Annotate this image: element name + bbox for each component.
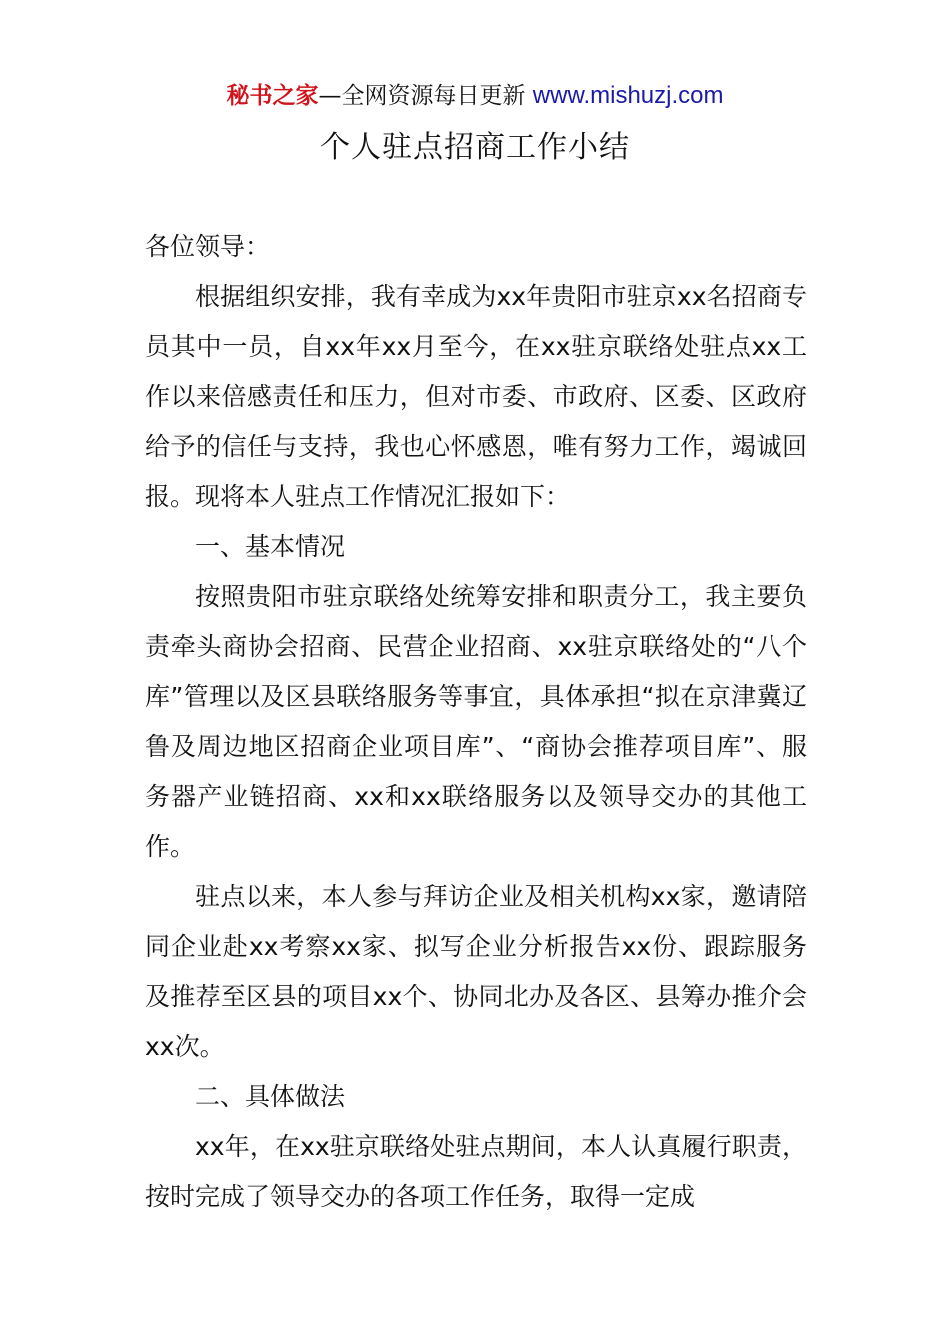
paragraph-intro: 根据组织安排，我有幸成为xx年贵阳市驻京xx名招商专员其中一员，自xx年xx月至今，在xx驻京联络处驻点xx工作以来倍感责任和压力，但对市委、市政府、区委、区政府给予的信任与支持，我也心怀感恩，唯有努力工作，竭诚回报。现将本人驻点工作情况汇报如下： [145,282,807,511]
section-heading-basic: 一、基本情况 [195,532,346,561]
paragraph-duties: 按照贵阳市驻京联络处统筹安排和职责分工，我主要负责牵头商协会招商、民营企业招商、xx驻京联络处的“八个库”管理以及区县联络服务等事宜，具体承担“拟在京津冀辽鲁及周边地区招商企业项目库”、“商协会推荐项目库”、服务器产业链招商、xx和xx联络服务以及领导交办的其他工作。 [145,582,807,861]
section-heading-methods: 二、具体做法 [195,1082,346,1111]
document-body [145,222,807,1222]
paragraph-methods: xx年，在xx驻京联络处驻点期间，本人认真履行职责，按时完成了领导交办的各项工作任务，取得一定成 [145,1132,807,1211]
paragraph-results: 驻点以来，本人参与拜访企业及相关机构xx家，邀请陪同企业赴xx考察xx家、拟写企业分析报告xx份、跟踪服务及推荐至区县的项目xx个、协同北办及各区、县筹办推介会xx次。 [145,882,807,1061]
salutation: 各位领导： [145,232,271,261]
document-title: 个人驻点招商工作小结 [320,130,630,165]
site-header [0,78,950,114]
brand-name: 秘书之家 [226,83,319,109]
header-tagline: —全网资源每日更新 [318,83,526,109]
site-url-link[interactable]: www.mishuzj.com [532,82,724,109]
